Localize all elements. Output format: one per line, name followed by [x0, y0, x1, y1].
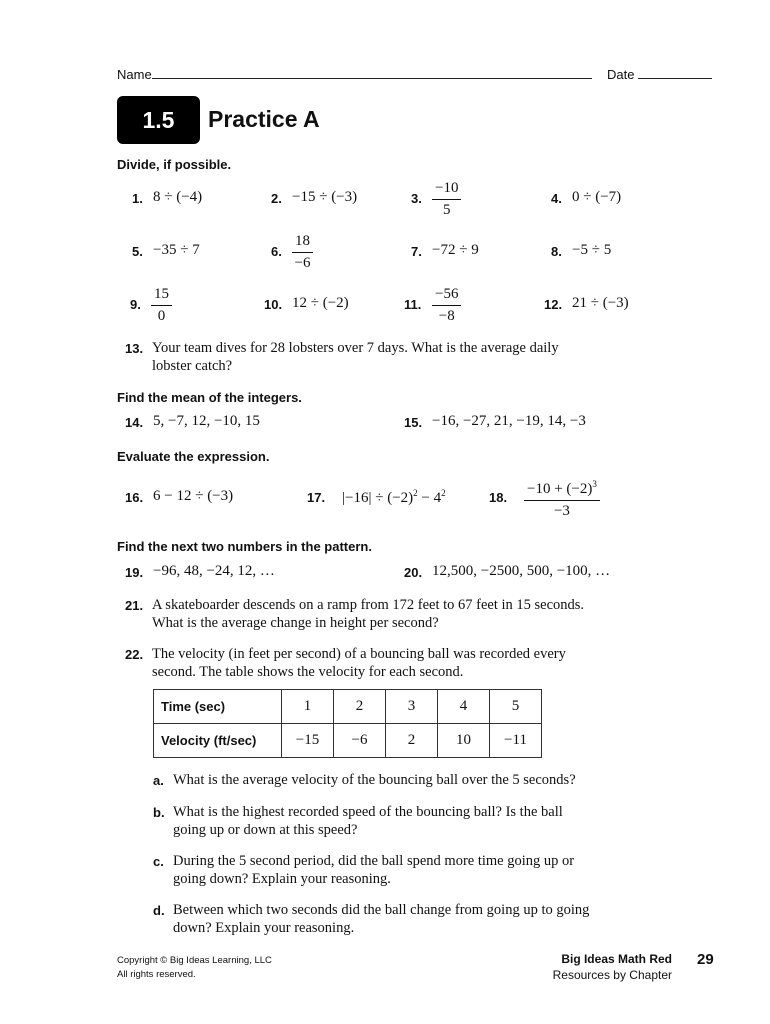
page-number: 29 [697, 951, 714, 968]
subpart-c-text [173, 852, 574, 888]
instruction-evaluate: Evaluate the expression. [117, 449, 270, 464]
problem-15-expression: −16, −27, 21, −19, 14, −3 [432, 413, 586, 429]
table-cell: −11 [490, 724, 542, 758]
problem-10-expression: 12 ÷ (−2) [292, 295, 349, 311]
problem-21-line-2: What is the average change in height per second? [152, 615, 439, 631]
page-title: Practice A [208, 106, 320, 132]
instruction-pattern: Find the next two numbers in the pattern. [117, 539, 372, 554]
problem-14-number: 14. [125, 415, 144, 430]
fraction-numerator: 15 [151, 286, 172, 306]
fraction-denominator: 5 [442, 202, 451, 218]
subpart-d-text [173, 901, 589, 937]
problem-21-number: 21. [125, 598, 144, 613]
problem-21-text [152, 596, 584, 632]
problem-5-expression: −35 ÷ 7 [153, 242, 200, 258]
fraction-numerator: 18 [292, 233, 313, 253]
problem-7-number: 7. [411, 244, 422, 259]
problem-9-number: 9. [130, 297, 141, 312]
subpart-a-line-1: What is the average velocity of the bouncing ball over the 5 seconds? [173, 772, 576, 788]
problem-4-number: 4. [551, 191, 562, 206]
problem-20-expression: 12,500, −2500, 500, −100, … [432, 563, 611, 579]
problem-19-expression: −96, 48, −24, 12, … [153, 563, 275, 579]
table-cell: 4 [438, 690, 490, 724]
problem-21-line-1: A skateboarder descends on a ramp from 172 feet to 67 feet in 15 seconds. [152, 597, 585, 613]
expression-part: |−16| ÷ (−2) [342, 490, 414, 506]
fraction-numerator: −56 [432, 286, 461, 306]
table-cell: 2 [386, 724, 438, 758]
table-cell: −15 [282, 724, 334, 758]
expression-part: − 4 [417, 490, 442, 506]
subpart-b-text [173, 803, 563, 839]
table-cell: 2 [334, 690, 386, 724]
problem-16-number: 16. [125, 490, 144, 505]
table-row [154, 690, 542, 724]
problem-12-expression: 21 ÷ (−3) [572, 295, 629, 311]
problem-6-fraction [292, 233, 313, 272]
problem-3-number: 3. [411, 191, 422, 206]
row-header-time: Time (sec) [154, 690, 282, 724]
problem-1-number: 1. [132, 191, 143, 206]
problem-2-number: 2. [271, 191, 282, 206]
problem-18-fraction [524, 476, 600, 520]
fraction-denominator: 0 [157, 308, 166, 324]
instruction-divide: Divide, if possible. [117, 157, 232, 172]
fraction-denominator: −8 [438, 308, 455, 324]
subpart-c-line-2: going down? Explain your reasoning. [173, 871, 391, 887]
table-row [154, 724, 542, 758]
copyright-line: Copyright © Big Ideas Learning, LLC [117, 955, 272, 966]
book-info [553, 951, 672, 983]
velocity-table [153, 689, 542, 758]
subpart-c-label: c. [153, 854, 164, 869]
copyright-notice [117, 954, 272, 982]
problem-7-expression: −72 ÷ 9 [432, 242, 479, 258]
problem-22-number: 22. [125, 647, 144, 662]
subpart-d-label: d. [153, 903, 165, 918]
name-label: Name [117, 67, 152, 82]
problem-9-fraction [151, 286, 172, 325]
problem-4-expression: 0 ÷ (−7) [572, 189, 622, 205]
problem-8-expression: −5 ÷ 5 [572, 242, 612, 258]
problem-17-expression [342, 488, 446, 507]
problem-19-number: 19. [125, 565, 144, 580]
table-cell: 10 [438, 724, 490, 758]
problem-13-line-1: Your team dives for 28 lobsters over 7 days. What is the average daily [152, 340, 559, 356]
rights-line: All rights reserved. [117, 969, 196, 980]
problem-11-fraction [432, 286, 461, 325]
table-cell: −6 [334, 724, 386, 758]
fraction-numerator [524, 476, 600, 501]
fraction-denominator: −3 [553, 503, 570, 519]
problem-13-number: 13. [125, 341, 144, 356]
problem-15-number: 15. [404, 415, 423, 430]
date-blank[interactable] [638, 65, 712, 79]
problem-5-number: 5. [132, 244, 143, 259]
problem-13-line-2: lobster catch? [152, 358, 233, 374]
problem-8-number: 8. [551, 244, 562, 259]
problem-22-text [152, 645, 566, 681]
date-field[interactable] [607, 65, 712, 82]
problem-12-number: 12. [544, 297, 563, 312]
problem-18-number: 18. [489, 490, 508, 505]
subpart-d-line-1: Between which two seconds did the ball change from going up to going [173, 902, 590, 918]
problem-2-expression: −15 ÷ (−3) [292, 189, 358, 205]
subpart-b-line-2: going up or down at this speed? [173, 822, 358, 838]
problem-1-expression: 8 ÷ (−4) [153, 189, 203, 205]
problem-10-number: 10. [264, 297, 283, 312]
subpart-b-label: b. [153, 805, 165, 820]
table-cell: 5 [490, 690, 542, 724]
problem-6-number: 6. [271, 244, 282, 259]
book-title: Big Ideas Math Red [561, 952, 672, 966]
exponent: 2 [441, 488, 446, 498]
subpart-d-line-2: down? Explain your reasoning. [173, 920, 355, 936]
fraction-numerator: −10 [432, 180, 461, 200]
table-cell: 1 [282, 690, 334, 724]
problem-20-number: 20. [404, 565, 423, 580]
problem-13-text [152, 339, 559, 375]
exponent: 3 [592, 479, 597, 489]
subpart-c-line-1: During the 5 second period, did the ball spend more time going up or [173, 853, 575, 869]
expression-part: −10 + (−2) [527, 481, 593, 497]
subpart-a-label: a. [153, 773, 164, 788]
section-number-badge: 1.5 [117, 96, 200, 144]
fraction-denominator: −6 [294, 255, 311, 271]
row-header-velocity: Velocity (ft/sec) [154, 724, 282, 758]
problem-16-expression: 6 − 12 ÷ (−3) [153, 488, 234, 504]
instruction-mean: Find the mean of the integers. [117, 390, 302, 405]
subpart-b-line-1: What is the highest recorded speed of the bouncing ball? Is the ball [173, 804, 563, 820]
problem-22-line-1: The velocity (in feet per second) of a bouncing ball was recorded every [152, 646, 566, 662]
problem-3-fraction [432, 180, 461, 219]
book-subtitle: Resources by Chapter [552, 968, 672, 982]
problem-22-line-2: second. The table shows the velocity for each second. [152, 664, 464, 680]
name-blank[interactable] [152, 65, 592, 79]
problem-17-number: 17. [307, 490, 326, 505]
table-cell: 3 [386, 690, 438, 724]
problem-14-expression: 5, −7, 12, −10, 15 [153, 413, 260, 429]
subpart-a-text [173, 771, 576, 789]
problem-11-number: 11. [404, 297, 422, 312]
date-label: Date [607, 67, 635, 82]
name-field[interactable] [117, 65, 592, 82]
exponent: 2 [413, 488, 418, 498]
